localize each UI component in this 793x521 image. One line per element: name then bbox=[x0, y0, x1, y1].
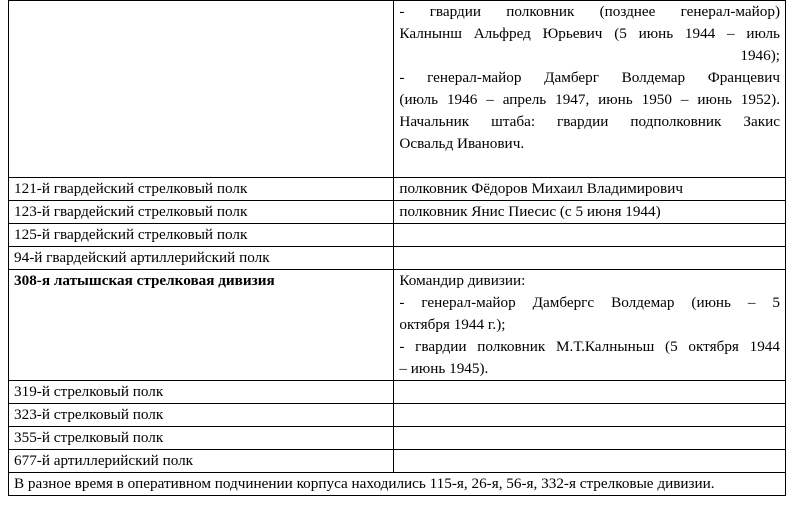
table-row bbox=[9, 201, 786, 224]
commander-line: – июнь 1945). bbox=[399, 360, 489, 377]
commander-line: - гвардии полковник М.Т.Калныньш (5 октября 1944 bbox=[399, 338, 780, 355]
commander-name bbox=[394, 247, 786, 270]
commander-name bbox=[394, 450, 786, 473]
commander-line: 1946); bbox=[740, 47, 780, 64]
footer-note: В разное время в оперативном подчинении корпуса находились 115-я, 26-я, 56-я, 332-я стрелковые дивизии. bbox=[9, 473, 786, 496]
commander-cell bbox=[394, 1, 786, 178]
table-row bbox=[9, 178, 786, 201]
commander-line: - генерал-майор Дамберг Волдемар Францевич bbox=[399, 69, 780, 86]
chief-of-staff-line: Начальник штаба: гвардии подполковник Закис bbox=[399, 113, 780, 130]
commander-name: полковник Янис Пиесис (с 5 июня 1944) bbox=[394, 201, 786, 224]
table-row bbox=[9, 381, 786, 404]
table-row bbox=[9, 450, 786, 473]
chief-of-staff-line: Освальд Иванович. bbox=[399, 135, 525, 152]
unit-name: 123-й гвардейский стрелковый полк bbox=[9, 201, 394, 224]
units-table bbox=[8, 0, 786, 496]
commander-name bbox=[394, 381, 786, 404]
commander-line: - гвардии полковник (позднее генерал-майор) bbox=[399, 3, 780, 20]
commander-name bbox=[394, 427, 786, 450]
division-name: 308-я латышская стрелковая дивизия bbox=[9, 270, 394, 381]
unit-name: 323-й стрелковый полк bbox=[9, 404, 394, 427]
table-row bbox=[9, 224, 786, 247]
division-commander-cell bbox=[394, 270, 786, 381]
commander-name bbox=[394, 404, 786, 427]
commander-name bbox=[394, 224, 786, 247]
commander-line: октября 1944 г.); bbox=[399, 316, 506, 333]
table-row bbox=[9, 427, 786, 450]
unit-cell-empty bbox=[9, 1, 394, 178]
commander-heading: Командир дивизии: bbox=[399, 272, 526, 289]
commander-line: - генерал-майор Дамбергс Волдемар (июнь – 5 bbox=[399, 294, 780, 311]
unit-name: 94-й гвардейский артиллерийский полк bbox=[9, 247, 394, 270]
unit-name: 125-й гвардейский стрелковый полк bbox=[9, 224, 394, 247]
unit-name: 121-й гвардейский стрелковый полк bbox=[9, 178, 394, 201]
commander-line: Калнынш Альфред Юрьевич (5 июнь 1944 – июль bbox=[399, 25, 780, 42]
commander-name: полковник Фёдоров Михаил Владимирович bbox=[394, 178, 786, 201]
commander-line: (июль 1946 – апрель 1947, июнь 1950 – июнь 1952). bbox=[399, 91, 780, 108]
table-row bbox=[9, 270, 786, 381]
table-row bbox=[9, 473, 786, 496]
table-row bbox=[9, 404, 786, 427]
unit-name: 677-й артиллерийский полк bbox=[9, 450, 394, 473]
unit-name: 355-й стрелковый полк bbox=[9, 427, 394, 450]
table-row bbox=[9, 247, 786, 270]
unit-name: 319-й стрелковый полк bbox=[9, 381, 394, 404]
table-row bbox=[9, 1, 786, 178]
